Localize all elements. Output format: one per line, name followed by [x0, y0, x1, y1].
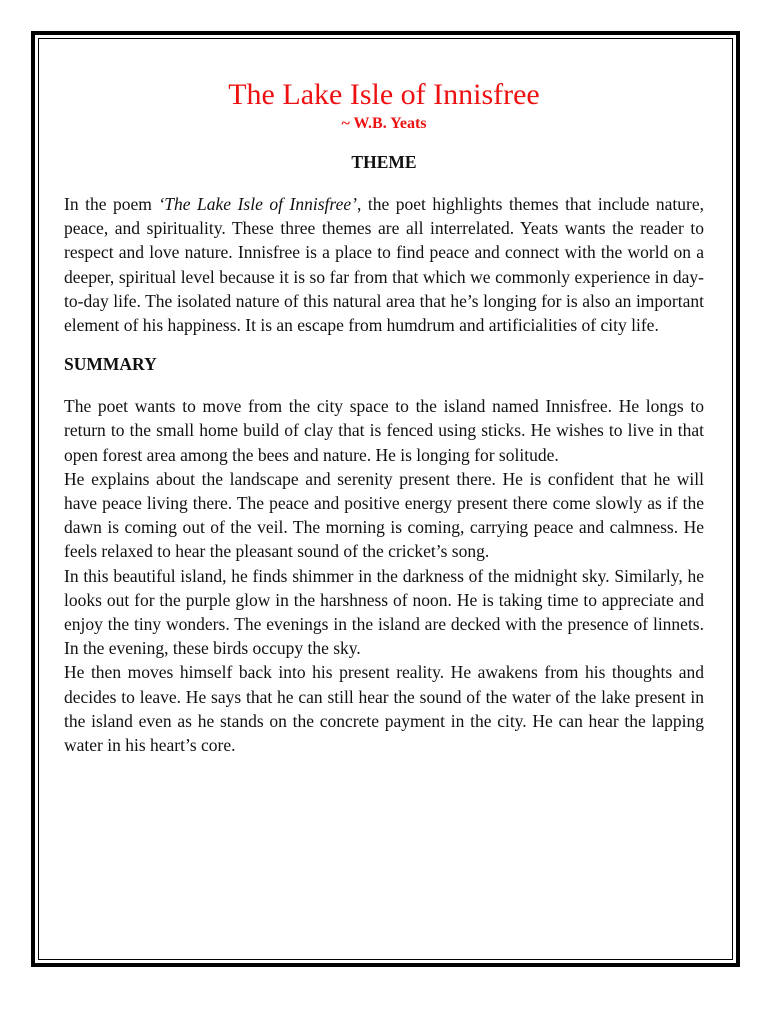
document-title: The Lake Isle of Innisfree	[228, 78, 540, 111]
document-body	[64, 76, 704, 757]
theme-paragraph	[64, 192, 704, 337]
summary-paragraph: In this beautiful island, he finds shimmer in the darkness of the midnight sky. Similarly, he looks out for the purple glow in the harshness of noon. He is taking time to appreciate and enjoy the tiny wonders. The evenings in the island are decked with the presence of linnets. In the evening, these birds occupy the sky.	[64, 565, 704, 659]
author-line: ~ W.B. Yeats	[341, 115, 427, 132]
theme-paragraph-prefix: In the poem	[64, 194, 159, 214]
summary-heading: SUMMARY	[64, 354, 157, 375]
theme-heading: THEME	[351, 152, 417, 172]
summary-paragraph: The poet wants to move from the city space to the island named Innisfree. He longs to return to the small home build of clay that is fenced using sticks. He wishes to live in that open forest area among the bees and nature. He is longing for solitude.	[64, 396, 704, 465]
poem-title-reference: ‘The Lake Isle of Innisfree’	[158, 194, 357, 214]
summary-paragraph: He explains about the landscape and serenity present there. He is confident that he will have peace living there. The peace and positive energy present there come slowly as if the dawn is coming out of the veil. The morning is coming, carrying peace and calmness. He feels relaxed to hear the pleasant sound of the cricket’s song.	[64, 468, 704, 562]
summary-paragraph: He then moves himself back into his present reality. He awakens from his thoughts and decides to leave. He says that he can still hear the sound of the water of the lake present in the island even as he stands on the concrete payment in the city. He can hear the lapping water in his heart’s core.	[64, 662, 704, 756]
theme-paragraph-body: , the poet highlights themes that include nature, peace, and spirituality. These three themes are all interrelated. Yeats wants the reader to respect and love nature. Innisfree is a place to find peace and connect with the world on a deeper, spiritual level because it is so far from that which we commonly experience in day-to-day life. The isolated nature of this natural area that he’s longing for is also an important element of his happiness. It is an escape from humdrum and artificialities of city life.	[64, 194, 704, 336]
